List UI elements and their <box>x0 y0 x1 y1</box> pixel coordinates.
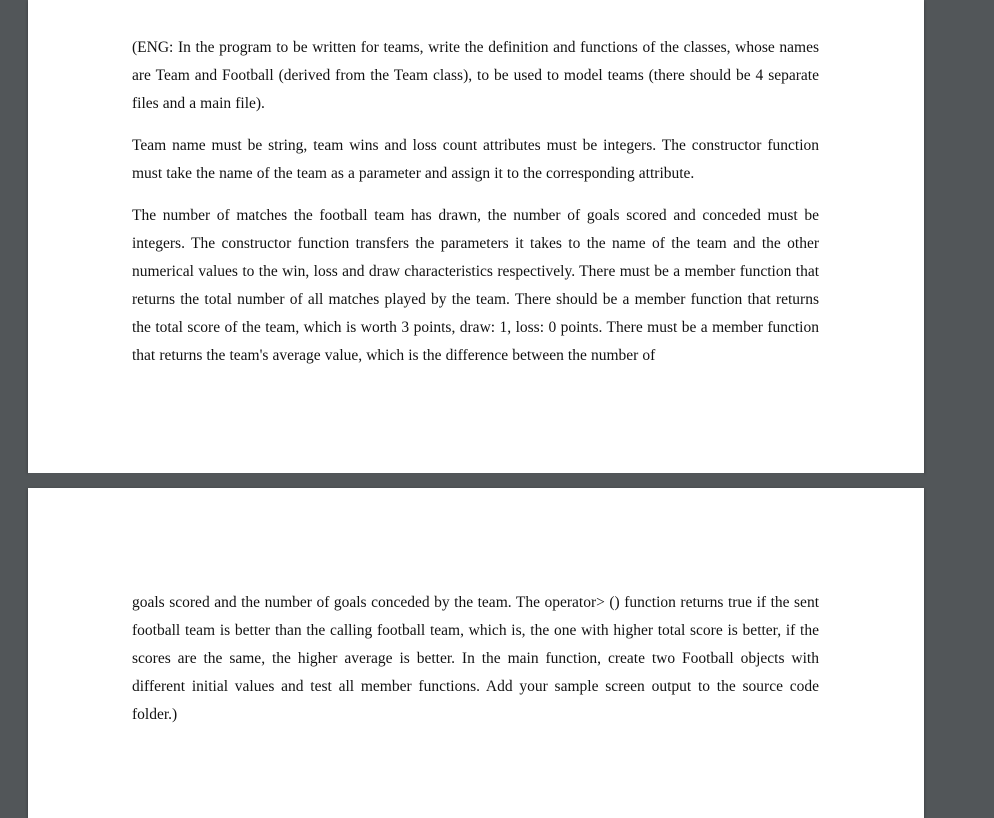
document-page-1 <box>28 0 924 473</box>
paragraph-operator-and-main: goals scored and the number of goals conceded by the team. The operator> () function returns true if the sent football team is better than the calling football team, which is, the one with higher total score is better, if the scores are the same, the higher average is better. In the main function, create two Football objects with different initial values and test all member functions. Add your sample screen output to the source code folder.) <box>132 594 819 723</box>
paragraph-intro: (ENG: In the program to be written for teams, write the definition and functions of the classes, whose names are Team and Football (derived from the Team class), to be used to model teams (there should be 4 separate files and a main file). <box>132 39 819 112</box>
page-separator <box>28 473 924 488</box>
document-page-2 <box>28 488 924 818</box>
paragraph-team-attributes: Team name must be string, team wins and loss count attributes must be integers. The constructor function must take the name of the team as a parameter and assign it to the corresponding attribute. <box>132 137 819 182</box>
paragraph-football-attributes: The number of matches the football team has drawn, the number of goals scored and conceded must be integers. The constructor function transfers the parameters it takes to the name of the team and the other numerical values to the win, loss and draw characteristics respectively. There must be a member function that returns the total number of all matches played by the team. There should be a member function that returns the total score of the team, which is worth 3 points, draw: 1, loss: 0 points. There must be a member function that returns the team's average value, which is the difference between the number of <box>132 207 819 364</box>
